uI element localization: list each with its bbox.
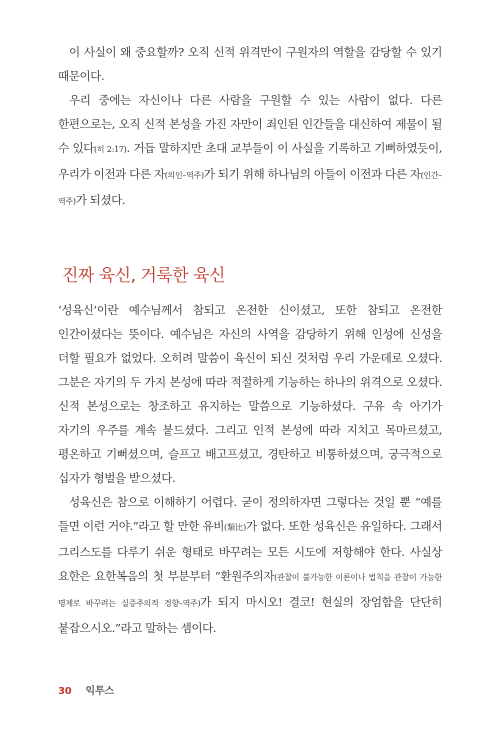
paragraph [58,490,442,640]
scripture-reference: (히 2:17) [93,145,127,154]
paragraph-text: 가 되기 위해 하나님의 아들이 이전과 다른 자 [203,167,421,181]
translator-note: (관찰이 불가능한 이론이나 법칙을 관찰이 가능한 명제로 바꾸려는 실증주의적 경향–역주) [58,573,442,608]
translator-note: (類比) [224,523,246,532]
paragraph-text: 가 없다. 또한 성육신은 유일하다. 그래서 그리스도를 다루기 쉬운 형태로 바꾸려는 모든 시도에 저항해야 한다. 사실상 요한은 요한복음의 첫 부분부터 “환원주의자 [58,519,442,583]
paragraph [58,88,442,214]
paragraph-text: 성육신은 참으로 이해하기 어렵다. 굳이 정의하자면 그렇다는 것일 뿐 “예를 들면 이런 거야.”라고 할 만한 유비 [58,495,442,533]
translator-note: (인간–역주) [58,171,442,206]
section-heading: 진짜 육신, 거룩한 육신 [62,266,225,286]
paragraph-text: 우리 중에는 자신이나 다른 사람을 구원할 수 있는 사람이 없다. 다른 한편으로는, 오직 신적 본성을 가진 자만이 죄인된 인간들을 대신하여 제물이 될 수 있다 [58,93,442,155]
section-2-body [58,298,442,640]
paragraph-text: 가 되셨다. [75,193,126,207]
paragraph-text: 가 되지 마시오! 결코! 현실의 장엄함을 단단히 붙잡으시오.”라고 말하는 셈이다. [58,595,442,635]
translator-note: (의인–역주) [164,171,204,180]
book-title: 익투스 [85,686,114,697]
paragraph: ‘성육신’이란 예수님께서 참되고 온전한 신이셨고, 또한 참되고 온전한 인간이셨다는 뜻이다. 예수님은 자신의 사역을 감당하기 위해 인성에 신성을 더할 필요가 없었다. 오히려 말씀이 육신이 되신 것처럼 우리 가운데로 오셨다. 그분은 자기의 두 가지 본성에 따라 적절하게 기능하는 하나의 위격으로 오셨다. 신적 본성으로는 창조하고 유지하는 말씀으로 기능하셨다. 구유 속 아기가 자기의 우주를 계속 붙드셨다. 그리고 인적 본성에 따라 지치고 목마르셨고, 평온하고 기뻐셨으며, 슬프고 배고프셨고, 경탄하고 비통하셨으며, 궁극적으로 십자가 형벌을 받으셨다. [58,303,443,485]
page-number: 30 [58,686,72,697]
section-1-body [58,40,442,214]
paragraph-text: . 거듭 말하지만 초대 교부들이 이 사실을 기록하고 기뻐하였듯이, 우리가 이전과 다른 자 [58,141,443,181]
paragraph: 이 사실이 왜 중요할까? 오직 신적 위격만이 구원자의 역할을 감당할 수 있기 때문이다. [58,45,442,83]
page-footer [58,682,114,697]
